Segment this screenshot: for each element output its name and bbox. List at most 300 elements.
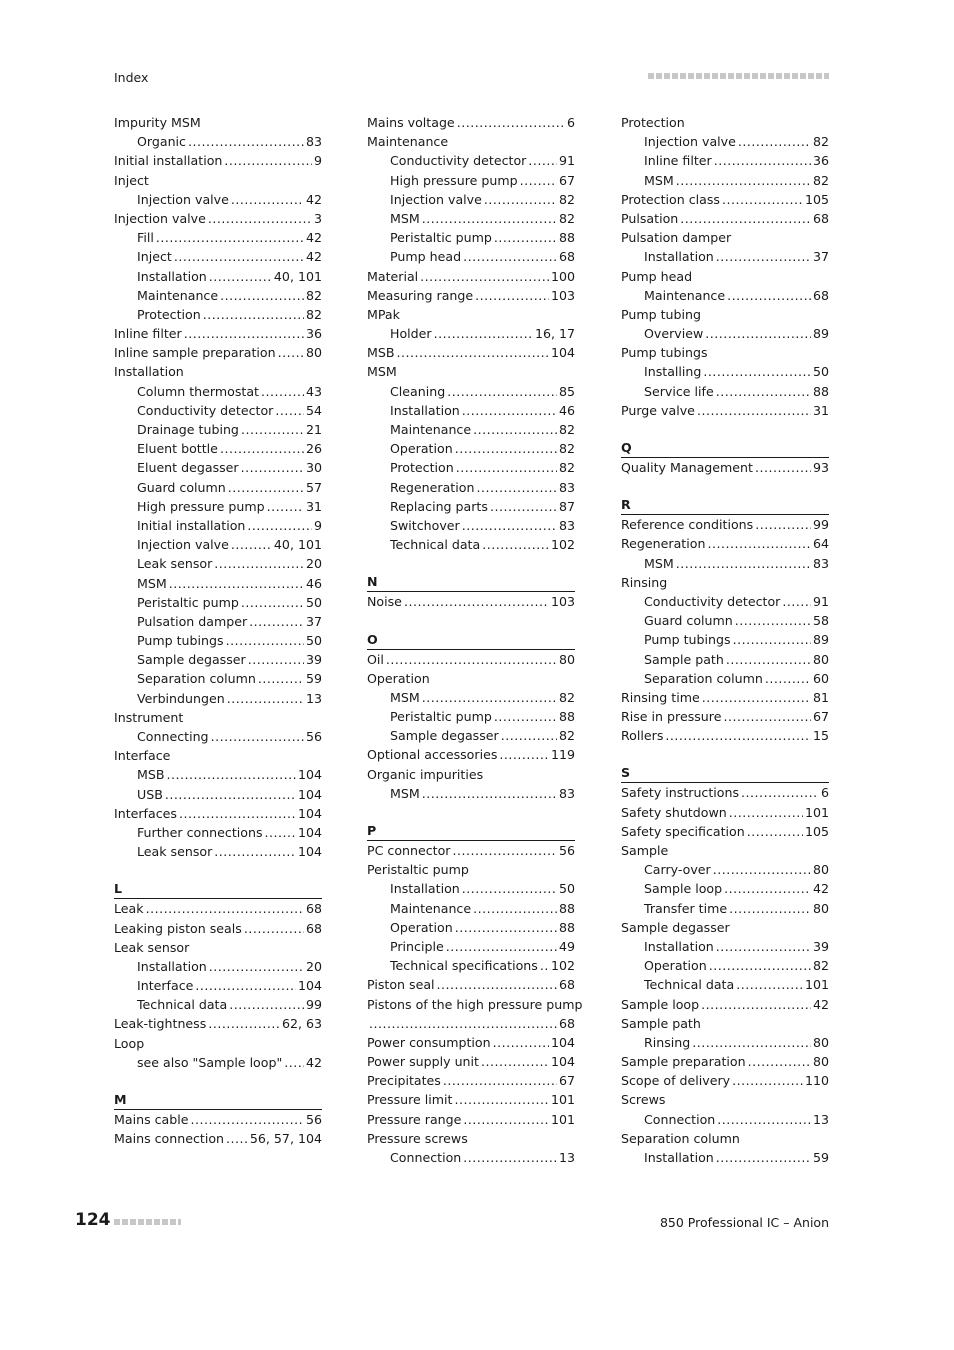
index-page-ref: 104 xyxy=(550,345,575,361)
dot-leader xyxy=(473,899,557,918)
dot-leader xyxy=(714,151,811,170)
index-subentry xyxy=(114,420,322,439)
index-entry xyxy=(114,1110,322,1129)
index-term: Scope of delivery xyxy=(621,1073,731,1089)
index-entry xyxy=(621,515,829,534)
index-page-ref: 82 xyxy=(812,958,829,974)
index-page-ref: 50 xyxy=(812,364,829,380)
index-page-ref: 91 xyxy=(558,153,575,169)
dot-leader xyxy=(723,707,811,726)
index-page-ref: 26 xyxy=(305,441,322,457)
index-term: Sample loop xyxy=(644,881,723,897)
dot-leader xyxy=(676,554,811,573)
index-term: Drainage tubing xyxy=(137,422,239,437)
index-entry xyxy=(114,151,322,170)
index-subentry xyxy=(114,497,322,516)
footer-decoration xyxy=(114,1219,181,1225)
page-number: 124 xyxy=(75,1210,111,1230)
dot-leader xyxy=(248,650,304,669)
index-entry xyxy=(114,938,322,957)
index-subentry xyxy=(621,1033,829,1052)
index-entry xyxy=(367,113,575,132)
dot-leader xyxy=(463,1148,557,1167)
index-page-ref: 102 xyxy=(550,537,575,553)
dot-leader xyxy=(705,324,811,343)
index-subentry xyxy=(621,879,829,898)
dot-leader xyxy=(676,171,811,190)
index-page-ref: 83 xyxy=(558,785,575,801)
index-page-ref: 100 xyxy=(550,268,575,284)
index-term: Quality Management xyxy=(621,460,753,475)
dot-leader xyxy=(434,324,533,343)
index-term: Service life xyxy=(644,383,714,399)
index-term: Material xyxy=(367,268,419,284)
dot-leader xyxy=(716,247,811,266)
index-entry xyxy=(621,228,829,247)
dot-leader xyxy=(456,458,557,477)
index-subentry xyxy=(367,324,575,343)
index-entry xyxy=(114,746,322,765)
index-entry xyxy=(621,822,829,841)
index-subentry xyxy=(621,860,829,879)
dot-leader xyxy=(484,190,557,209)
index-term: Oil xyxy=(367,651,384,667)
dot-leader xyxy=(422,784,557,803)
index-term: Sample preparation xyxy=(621,1054,746,1070)
index-term: Sample path xyxy=(621,1015,701,1031)
index-subentry xyxy=(621,286,829,305)
index-entry xyxy=(621,267,829,286)
index-term: Leak sensor xyxy=(137,556,213,572)
index-subentry xyxy=(367,956,575,975)
index-term: Leak-tightness xyxy=(114,1016,207,1032)
index-page-ref: 9 xyxy=(313,517,322,533)
index-page-ref: 82 xyxy=(558,460,575,476)
index-page-ref: 88 xyxy=(812,383,829,399)
index-subentry xyxy=(621,554,829,573)
index-entry xyxy=(621,1014,829,1033)
index-subentry xyxy=(621,611,829,630)
index-entry xyxy=(367,267,575,286)
index-subentry xyxy=(367,209,575,228)
index-page-ref: 101 xyxy=(550,1092,575,1108)
index-term: MSM xyxy=(367,364,397,380)
index-page-ref: 20 xyxy=(305,958,322,974)
index-page-ref: 67 xyxy=(558,1073,575,1089)
index-page-ref: 88 xyxy=(558,709,575,725)
index-entry xyxy=(114,899,322,918)
dot-leader xyxy=(209,957,304,976)
dot-leader xyxy=(494,707,557,726)
index-term: Noise xyxy=(367,594,402,610)
index-page-ref: 85 xyxy=(558,383,575,399)
index-subentry xyxy=(114,785,322,804)
index-subentry xyxy=(114,535,322,554)
index-subentry xyxy=(621,132,829,151)
dot-leader xyxy=(179,804,296,823)
dot-leader xyxy=(422,209,557,228)
index-term: Sample degasser xyxy=(137,652,246,668)
index-page-ref: 57 xyxy=(305,479,322,495)
index-page-ref: 6 xyxy=(820,785,829,801)
dot-leader xyxy=(733,630,811,649)
index-page-ref: 42 xyxy=(812,996,829,1012)
index-entry xyxy=(367,305,575,324)
index-subentry xyxy=(367,190,575,209)
index-term: Rinsing xyxy=(644,1034,691,1050)
dot-leader xyxy=(214,554,304,573)
index-term: Column thermostat xyxy=(137,383,259,399)
index-term: USB xyxy=(137,786,163,802)
index-term: Maintenance xyxy=(644,287,726,303)
index-subentry xyxy=(367,937,575,956)
index-entry xyxy=(367,1052,575,1071)
index-page-ref: 42 xyxy=(812,881,829,897)
index-term: Verbindungen xyxy=(137,690,225,706)
dot-leader xyxy=(165,785,296,804)
index-page-ref: 80 xyxy=(812,862,829,878)
dot-leader xyxy=(244,919,304,938)
index-term: Conductivity detector xyxy=(644,593,781,609)
index-term: Connecting xyxy=(137,729,209,744)
dot-leader xyxy=(422,688,557,707)
index-term: Operation xyxy=(644,958,707,974)
index-page-ref: 93 xyxy=(812,460,829,475)
dot-leader xyxy=(729,803,803,822)
dot-leader xyxy=(229,995,304,1014)
index-term: Measuring range xyxy=(367,287,474,303)
index-term: Maintenance xyxy=(367,134,449,150)
index-letter-heading: Q xyxy=(621,438,829,458)
index-term: Leaking piston seals xyxy=(114,920,242,936)
index-page-ref: 82 xyxy=(305,287,322,303)
index-term: Conductivity detector xyxy=(137,402,274,418)
index-subentry xyxy=(621,975,829,994)
index-term: Rollers xyxy=(621,728,664,744)
index-term: Peristaltic pump xyxy=(390,709,492,725)
index-subentry xyxy=(367,151,575,170)
index-term: Technical data xyxy=(390,537,481,553)
index-term: Injection valve xyxy=(114,210,206,226)
index-entry xyxy=(114,113,322,132)
index-page-ref: 110 xyxy=(804,1073,829,1089)
dot-leader xyxy=(702,688,811,707)
dot-leader xyxy=(462,516,557,535)
index-page-ref: 68 xyxy=(558,1015,575,1031)
index-page-ref: 88 xyxy=(558,900,575,916)
index-term: Pump tubings xyxy=(644,632,731,648)
dot-leader xyxy=(146,899,304,918)
index-page-ref: 83 xyxy=(558,517,575,533)
dot-leader xyxy=(249,612,304,631)
dot-leader xyxy=(437,975,557,994)
index-subentry xyxy=(114,382,322,401)
index-page-ref: 103 xyxy=(550,287,575,303)
dot-leader xyxy=(747,822,803,841)
index-term: High pressure pump xyxy=(137,498,265,514)
index-term: Pump tubing xyxy=(621,306,702,322)
index-subentry xyxy=(367,420,575,439)
index-subentry xyxy=(114,574,322,593)
index-page-ref: 80 xyxy=(812,1054,829,1070)
dot-leader xyxy=(241,593,304,612)
dot-leader xyxy=(697,401,811,420)
index-term: Instrument xyxy=(114,709,184,725)
index-entry xyxy=(621,305,829,324)
index-page-ref: 56 xyxy=(305,729,322,744)
index-term: Mains voltage xyxy=(367,115,455,130)
index-subentry xyxy=(367,382,575,401)
index-page-ref: 82 xyxy=(305,306,322,322)
index-term: Overview xyxy=(644,326,704,342)
index-page-ref: 82 xyxy=(558,422,575,437)
index-term: MSM xyxy=(644,172,674,188)
index-subentry xyxy=(114,669,322,688)
index-page-ref: 15 xyxy=(812,728,829,744)
index-subentry xyxy=(114,593,322,612)
index-term: Rise in pressure xyxy=(621,709,722,725)
index-term: Connection xyxy=(644,1111,716,1127)
index-page-ref: 39 xyxy=(812,938,829,954)
dot-leader xyxy=(184,324,304,343)
index-term: Installation xyxy=(644,1150,714,1165)
dot-leader xyxy=(369,1014,557,1033)
index-term: Installation xyxy=(137,268,207,284)
index-subentry xyxy=(367,516,575,535)
dot-leader xyxy=(220,439,304,458)
dot-leader xyxy=(457,113,565,132)
dot-leader xyxy=(195,976,296,995)
index-term: Protection xyxy=(621,115,685,130)
index-letter-heading: N xyxy=(367,572,575,592)
index-page-ref: 50 xyxy=(305,594,322,610)
index-entry xyxy=(114,1129,322,1148)
index-page-ref: 89 xyxy=(812,632,829,648)
index-entry xyxy=(621,343,829,362)
index-term: Inject xyxy=(114,172,149,188)
dot-leader xyxy=(738,132,811,151)
index-term: Guard column xyxy=(137,479,226,495)
index-page-ref: 6 xyxy=(566,115,575,130)
index-page-ref: 82 xyxy=(558,441,575,457)
index-page-ref: 82 xyxy=(558,689,575,705)
index-page-ref: 40, 101 xyxy=(273,268,322,284)
dot-leader xyxy=(241,420,304,439)
index-page-ref: 50 xyxy=(305,633,322,649)
index-term: Principle xyxy=(390,938,444,954)
index-subentry xyxy=(114,305,322,324)
index-letter-heading: O xyxy=(367,630,575,650)
index-entry xyxy=(621,803,829,822)
dot-leader xyxy=(482,535,549,554)
index-subentry xyxy=(114,765,322,784)
dot-leader xyxy=(755,458,811,477)
index-term: Inline filter xyxy=(644,153,712,169)
index-term: Installation xyxy=(390,881,460,897)
dot-leader xyxy=(481,1052,549,1071)
index-subentry xyxy=(367,899,575,918)
dot-leader xyxy=(709,956,811,975)
index-term: Leak xyxy=(114,901,144,917)
index-subentry xyxy=(114,267,322,286)
index-page-ref: 80 xyxy=(305,345,322,361)
index-term: Eluent degasser xyxy=(137,460,239,476)
index-entry xyxy=(621,995,829,1014)
index-term: Maintenance xyxy=(390,900,472,916)
index-term: Mains cable xyxy=(114,1112,189,1127)
index-term: MSM xyxy=(390,785,420,801)
index-term: Impurity MSM xyxy=(114,115,201,130)
index-page-ref: 46 xyxy=(558,402,575,418)
dot-leader xyxy=(220,286,304,305)
dot-leader xyxy=(443,1071,557,1090)
dot-leader xyxy=(420,267,549,286)
index-page-ref: 104 xyxy=(297,805,322,821)
dot-leader xyxy=(765,669,811,688)
dot-leader xyxy=(455,918,557,937)
index-term: Initial installation xyxy=(114,153,223,169)
index-term: Reference conditions xyxy=(621,517,754,533)
dot-leader xyxy=(226,1129,248,1148)
index-entry xyxy=(367,343,575,362)
index-term: Precipitates xyxy=(367,1073,441,1089)
index-term: Pulsation damper xyxy=(621,230,732,246)
index-subentry xyxy=(621,382,829,401)
index-term: Installation xyxy=(644,249,714,265)
index-subentry xyxy=(621,650,829,669)
dot-leader xyxy=(258,669,304,688)
index-page-ref: 83 xyxy=(558,479,575,495)
dot-leader xyxy=(275,401,304,420)
index-page-ref: 104 xyxy=(550,1054,575,1070)
index-page-ref: 68 xyxy=(305,920,322,936)
dot-leader xyxy=(191,1110,304,1129)
index-entry xyxy=(367,765,575,784)
index-term: Pump tubings xyxy=(137,633,224,649)
index-entry xyxy=(367,650,575,669)
dot-leader xyxy=(227,689,304,708)
index-subentry xyxy=(367,535,575,554)
index-entry xyxy=(367,745,575,764)
index-entry xyxy=(367,592,575,611)
index-page-ref: 67 xyxy=(558,172,575,188)
dot-leader xyxy=(494,228,557,247)
index-term: Sample xyxy=(621,843,669,858)
index-term: MPak xyxy=(367,306,400,322)
index-page-ref: 99 xyxy=(305,997,322,1013)
index-page-ref: 42 xyxy=(305,230,322,246)
index-subentry xyxy=(621,247,829,266)
index-letter-heading: R xyxy=(621,495,829,515)
index-term: Protection xyxy=(137,306,201,322)
index-entry xyxy=(114,362,322,381)
dot-leader xyxy=(278,343,304,362)
index-page-ref: 104 xyxy=(297,978,322,994)
index-subentry xyxy=(367,784,575,803)
dot-leader xyxy=(475,286,549,305)
index-term: Leak sensor xyxy=(114,939,190,955)
index-entry xyxy=(114,1014,322,1033)
header-decoration xyxy=(648,73,829,79)
index-page-ref: 82 xyxy=(812,134,829,150)
dot-leader xyxy=(462,879,557,898)
dot-leader xyxy=(724,879,811,898)
index-page-ref: 82 xyxy=(558,728,575,744)
index-entry xyxy=(114,324,322,343)
index-page-ref: 13 xyxy=(305,690,322,706)
index-page-ref: 87 xyxy=(558,498,575,514)
index-subentry xyxy=(367,247,575,266)
dot-leader xyxy=(224,151,312,170)
index-entry xyxy=(114,343,322,362)
index-term: Installation xyxy=(114,364,184,380)
index-subentry xyxy=(621,1110,829,1129)
dot-leader xyxy=(156,228,304,247)
index-entry xyxy=(621,918,829,937)
dot-leader xyxy=(716,1148,811,1167)
dot-leader xyxy=(520,171,557,190)
index-term: Inline filter xyxy=(114,326,182,342)
index-subentry xyxy=(114,727,322,746)
dot-leader xyxy=(463,1110,549,1129)
dot-leader xyxy=(727,286,811,305)
dot-leader xyxy=(476,478,557,497)
index-entry xyxy=(367,286,575,305)
index-page-ref: 56, 57, 104 xyxy=(249,1131,322,1147)
index-page-ref: 49 xyxy=(558,938,575,954)
index-subentry xyxy=(114,439,322,458)
index-entry xyxy=(621,1129,829,1148)
index-subentry xyxy=(114,190,322,209)
index-term: Mains connection xyxy=(114,1131,225,1147)
index-page-ref: 104 xyxy=(297,844,322,860)
index-entry xyxy=(621,1071,829,1090)
index-entry xyxy=(367,860,575,879)
index-page-ref: 37 xyxy=(305,613,322,629)
index-term: Technical data xyxy=(137,997,228,1013)
index-term: Operation xyxy=(390,441,453,457)
dot-leader xyxy=(748,1052,811,1071)
index-page-ref: 42 xyxy=(305,1054,322,1070)
index-page-ref: 68 xyxy=(812,287,829,303)
index-term: Connection xyxy=(390,1150,462,1165)
index-page-ref: 89 xyxy=(812,326,829,342)
index-entry xyxy=(621,534,829,553)
index-entry xyxy=(621,841,829,860)
index-term: Guard column xyxy=(644,613,733,629)
dot-leader xyxy=(261,382,304,401)
index-term: Inline sample preparation xyxy=(114,345,276,361)
dot-leader xyxy=(726,650,811,669)
index-term: Organic impurities xyxy=(367,766,484,782)
index-subentry xyxy=(114,458,322,477)
index-term: High pressure pump xyxy=(390,172,518,188)
index-term: Pump head xyxy=(621,268,693,284)
index-term: Peristaltic pump xyxy=(367,862,469,878)
index-letter-heading: M xyxy=(114,1090,322,1110)
dot-leader xyxy=(226,631,304,650)
index-subentry xyxy=(114,976,322,995)
index-page-ref: 101 xyxy=(804,804,829,820)
index-entry xyxy=(621,573,829,592)
index-page-ref: 62, 63 xyxy=(281,1016,322,1032)
index-subentry xyxy=(114,247,322,266)
index-term: Installation xyxy=(644,938,714,954)
index-entry xyxy=(367,1090,575,1109)
index-page-ref: 83 xyxy=(812,555,829,571)
index-term: Pump head xyxy=(390,249,462,265)
index-page-ref: 3 xyxy=(313,210,322,226)
